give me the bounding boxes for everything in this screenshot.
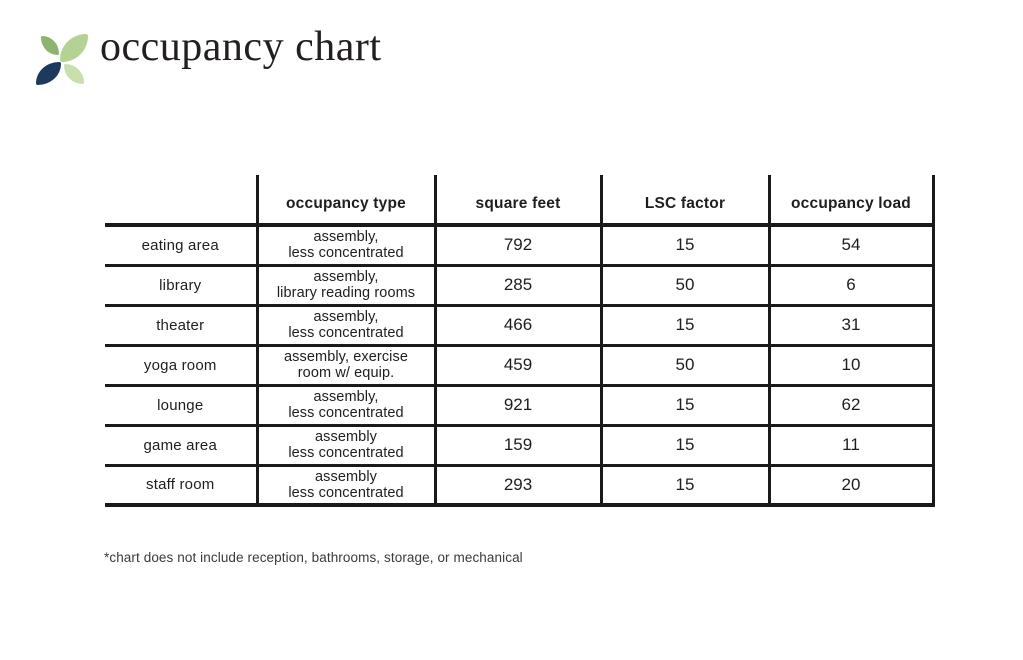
lsc-factor-cell: 15 xyxy=(601,225,769,265)
lsc-factor-cell: 50 xyxy=(601,265,769,305)
occupancy-type-cell xyxy=(257,425,435,465)
leaf-logo-icon xyxy=(33,31,91,89)
logo-leaf-bottom-left xyxy=(36,62,61,85)
lsc-factor-cell: 15 xyxy=(601,385,769,425)
occupancy-load-cell: 62 xyxy=(769,385,933,425)
occupancy-load-cell: 11 xyxy=(769,425,933,465)
lsc-factor-cell: 15 xyxy=(601,465,769,505)
occupancy-type-line: room w/ equip. xyxy=(297,365,395,381)
occupancy-type-line: less concentrated xyxy=(288,325,404,341)
occupancy-type-line: less concentrated xyxy=(288,484,404,501)
occupancy-type-line: assembly, xyxy=(313,269,379,285)
occupancy-type-line: less concentrated xyxy=(288,245,404,262)
table-row-eating-area xyxy=(105,225,933,265)
column-header-occupancy-load: occupancy load xyxy=(769,175,933,225)
room-name-cell: theater xyxy=(105,305,257,345)
occupancy-type-line: assembly, xyxy=(313,389,379,405)
lsc-factor-cell: 50 xyxy=(601,345,769,385)
square-feet-cell: 792 xyxy=(435,225,601,265)
occupancy-type-line: assembly, xyxy=(313,229,379,246)
room-name-cell: game area xyxy=(105,425,257,465)
square-feet-cell: 921 xyxy=(435,385,601,425)
logo-leaf-top-left xyxy=(41,36,59,55)
room-name-cell: yoga room xyxy=(105,345,257,385)
column-header-room xyxy=(105,175,257,225)
logo-leaf-bottom-right xyxy=(64,64,84,84)
occupancy-load-cell: 10 xyxy=(769,345,933,385)
lsc-factor-cell: 15 xyxy=(601,305,769,345)
occupancy-type-line: less concentrated xyxy=(288,405,404,421)
occupancy-type-line: less concentrated xyxy=(288,445,404,461)
column-header-occupancy-type: occupancy type xyxy=(257,175,435,225)
occupancy-type-cell xyxy=(257,345,435,385)
table-row-game-area xyxy=(105,425,933,465)
square-feet-cell: 459 xyxy=(435,345,601,385)
occupancy-load-cell: 31 xyxy=(769,305,933,345)
table-row-staff-room xyxy=(105,465,933,505)
occupancy-type-cell xyxy=(257,385,435,425)
square-feet-cell: 159 xyxy=(435,425,601,465)
header xyxy=(33,24,382,96)
room-name-cell: eating area xyxy=(105,225,257,265)
occupancy-type-cell xyxy=(257,305,435,345)
table-row-library xyxy=(105,265,933,305)
lsc-factor-cell: 15 xyxy=(601,425,769,465)
occupancy-table xyxy=(105,175,935,507)
room-name-cell: lounge xyxy=(105,385,257,425)
occupancy-type-line: assembly, xyxy=(313,309,379,325)
table-header xyxy=(105,175,933,225)
occupancy-type-line: assembly, exercise xyxy=(283,349,409,365)
room-name-cell: library xyxy=(105,265,257,305)
column-header-square-feet: square feet xyxy=(435,175,601,225)
occupancy-load-cell: 54 xyxy=(769,225,933,265)
square-feet-cell: 466 xyxy=(435,305,601,345)
occupancy-load-cell: 6 xyxy=(769,265,933,305)
logo-leaf-top-right xyxy=(60,34,88,62)
table-row-lounge xyxy=(105,385,933,425)
occupancy-type-line: assembly xyxy=(314,468,378,485)
room-name-cell: staff room xyxy=(105,465,257,505)
square-feet-cell: 285 xyxy=(435,265,601,305)
table-header-row xyxy=(105,175,933,225)
column-header-lsc-factor: LSC factor xyxy=(601,175,769,225)
occupancy-type-line: assembly xyxy=(314,429,378,445)
occupancy-type-cell xyxy=(257,265,435,305)
occupancy-type-cell xyxy=(257,465,435,505)
table-row-theater xyxy=(105,305,933,345)
occupancy-type-line: library reading rooms xyxy=(276,285,416,301)
table-row-yoga-room xyxy=(105,345,933,385)
square-feet-cell: 293 xyxy=(435,465,601,505)
page-title: occupancy chart xyxy=(100,24,382,70)
table-body xyxy=(105,225,933,505)
occupancy-type-cell xyxy=(257,225,435,265)
occupancy-table-container xyxy=(105,175,935,507)
footnote: *chart does not include reception, bathrooms, storage, or mechanical xyxy=(104,549,523,565)
occupancy-load-cell: 20 xyxy=(769,465,933,505)
